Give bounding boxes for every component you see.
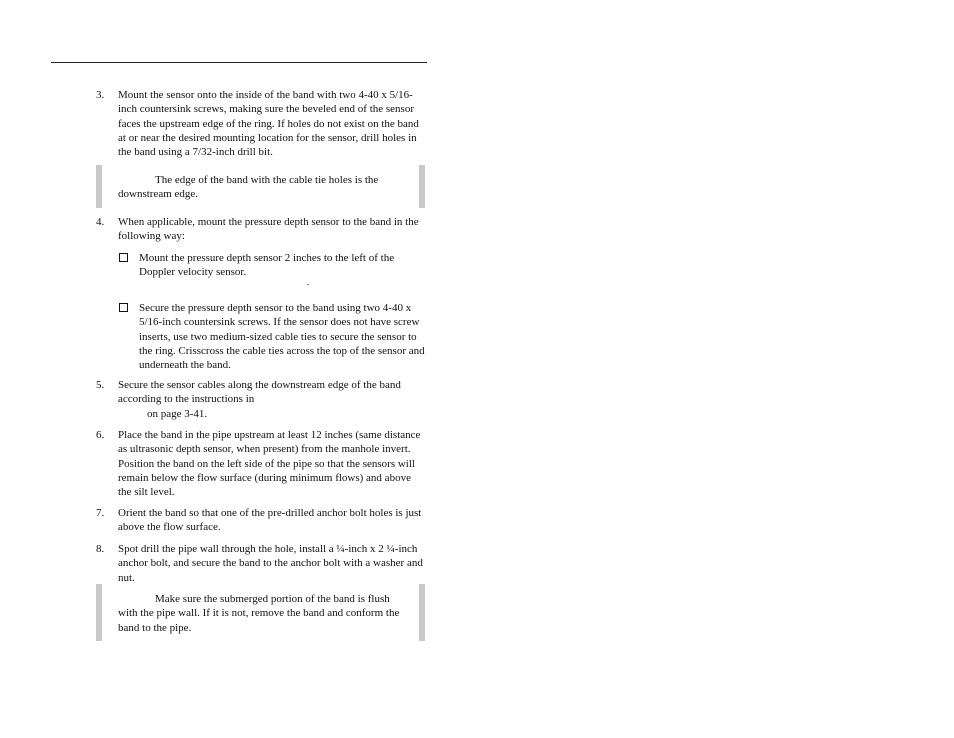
note-bar-right [419, 584, 425, 641]
step-number: 8. [96, 543, 105, 555]
note-bar-left [96, 584, 102, 641]
step-text: Orient the band so that one of the pre-drilled anchor bolt holes is just above the flow surface. [118, 507, 422, 534]
step-number: 6. [96, 429, 105, 441]
stray-mark [307, 284, 309, 285]
bullet-text: Mount the pressure depth sensor 2 inches to the left of the Doppler velocity sensor. [139, 252, 395, 279]
note-bar-right [419, 165, 425, 208]
checkbox-square-icon [119, 303, 128, 312]
checkbox-square-icon [119, 253, 128, 262]
step-number: 4. [96, 216, 105, 228]
note-bar-left [96, 165, 102, 208]
step-text: Secure the sensor cables along the downstream edge of the band according to the instructions in on page 3-41. [118, 379, 401, 420]
step-text: Place the band in the pipe upstream at least 12 inches (same distance as ultrasonic depth sensor, when present) from the manhole invert. Position the band on the left side of the pipe so that the sensors will remain below the flow surface (during minimum flows) and above the silt level. [118, 429, 421, 499]
note-text: The edge of the band with the cable tie holes is the downstream edge. [118, 174, 379, 201]
step-text: Spot drill the pipe wall through the hole, install a ¼-inch x 2 ¼-inch anchor bolt, and secure the band to the anchor bolt with a washer and nut. [118, 543, 423, 584]
step-text: Mount the sensor onto the inside of the band with two 4-40 x 5/16-inch countersink screws, making sure the beveled end of the sensor faces the upstream edge of the ring. If holes do not exist on the band at or near the desired mounting location for the sensor, drill holes in the band using a 7/32-inch drill bit. [118, 89, 419, 159]
note-box [96, 165, 425, 208]
note-text: Make sure the submerged portion of the band is flush with the pipe wall. If it is not, remove the band and conform the band to the pipe. [118, 593, 400, 634]
header-rule [51, 62, 427, 63]
step-number: 5. [96, 379, 105, 391]
step-text: When applicable, mount the pressure depth sensor to the band in the following way: [118, 216, 419, 243]
note-box [96, 584, 425, 641]
bullet-text: Secure the pressure depth sensor to the band using two 4-40 x 5/16-inch countersink screws. If the sensor does not have screw inserts, use two medium-sized cable ties to secure the sensor to the ring. Crisscross the cable ties across the top of the sensor and underneath the band. [139, 302, 425, 372]
step-number: 7. [96, 507, 105, 519]
step-number: 3. [96, 89, 105, 101]
